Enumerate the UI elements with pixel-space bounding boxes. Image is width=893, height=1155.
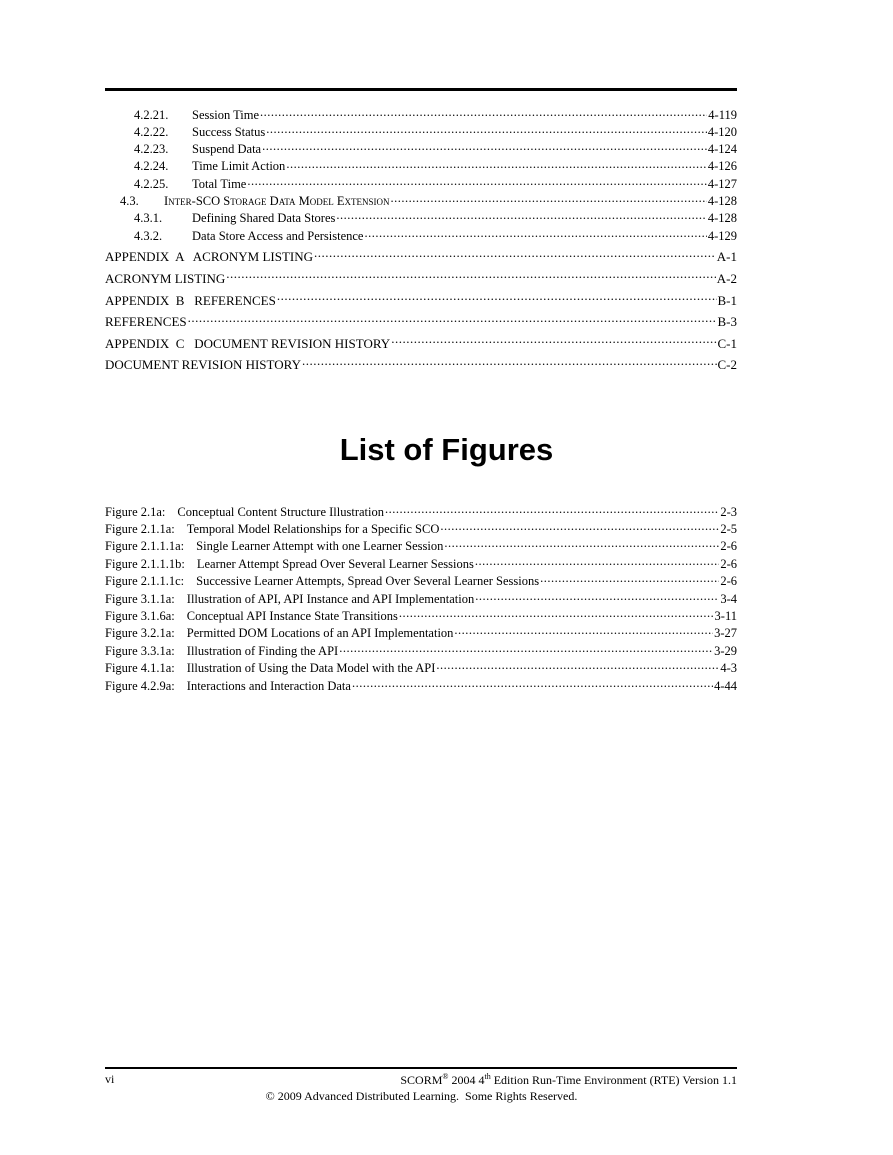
figure-title: Illustration of Finding the API (186, 643, 339, 658)
toc-entry-title: Session Time (192, 107, 260, 122)
toc-entry-number: 4.2.22. (134, 124, 169, 139)
figure-entry[interactable] (105, 625, 737, 642)
toc-appendix-title: REFERENCES (105, 314, 187, 330)
toc-entry[interactable] (105, 192, 737, 209)
dot-leader (277, 292, 717, 305)
figure-page: 2-5 (720, 521, 737, 536)
figure-title: Interactions and Interaction Data (186, 678, 351, 693)
document-title-suffix: Edition Run-Time Environment (RTE) Version 1.1 (490, 1073, 737, 1087)
toc-entry-page: 4-128 (707, 211, 737, 226)
toc-entry-number: 4.3. (120, 193, 139, 208)
toc-entry-page: 4-126 (707, 159, 737, 174)
figure-page: 2-3 (720, 504, 737, 519)
toc-entry-number: 4.2.21. (134, 107, 169, 122)
figure-page: 4-44 (714, 678, 737, 693)
figure-entry[interactable] (105, 520, 737, 537)
dot-leader (364, 227, 706, 240)
toc-appendix-page: A-2 (716, 270, 737, 286)
toc-entry[interactable] (105, 210, 737, 227)
copyright-notice: © 2009 Advanced Distributed Learning. Some Rights Reserved. (265, 1089, 578, 1103)
toc-entry-page: 4-128 (707, 193, 737, 208)
dot-leader (385, 503, 719, 516)
toc-entry-page: 4-120 (707, 124, 737, 139)
toc-appendix-entry[interactable] (105, 268, 737, 290)
toc-entry-title: Time Limit Action (192, 159, 286, 174)
toc-entry[interactable] (105, 141, 737, 158)
toc-entry-title: Success Status (192, 124, 266, 139)
figure-entry[interactable] (105, 660, 737, 677)
edition-suffix: th (484, 1072, 491, 1081)
figure-entry[interactable] (105, 503, 737, 520)
figure-number: Figure 4.2.9a: (105, 678, 175, 693)
figure-number: Figure 3.1.6a: (105, 608, 175, 623)
dot-leader (286, 158, 707, 171)
toc-entry[interactable] (105, 227, 737, 244)
toc-appendix-page: A-1 (716, 249, 737, 265)
dot-leader (440, 520, 719, 533)
figure-number: Figure 2.1.1a: (105, 521, 175, 536)
toc-entry[interactable] (105, 158, 737, 175)
figure-number: Figure 3.3.1a: (105, 643, 175, 658)
figure-entry[interactable] (105, 573, 737, 590)
figure-page: 3-29 (714, 643, 737, 658)
figure-page: 3-27 (714, 626, 737, 641)
dot-leader (540, 573, 719, 586)
toc-entry-number: 4.3.2. (134, 228, 163, 243)
figure-page: 2-6 (720, 539, 737, 554)
figure-entry[interactable] (105, 607, 737, 624)
figure-number: Figure 2.1a: (105, 504, 166, 519)
figure-entry[interactable] (105, 538, 737, 555)
dot-leader (266, 123, 707, 136)
dot-leader (260, 106, 707, 119)
figure-entry[interactable] (105, 590, 737, 607)
document-title-prefix: SCORM (400, 1073, 443, 1087)
registered-mark: ® (442, 1072, 449, 1081)
document-title (400, 1072, 737, 1088)
list-of-figures (105, 503, 737, 694)
toc-entry-title: Defining Shared Data Stores (192, 211, 336, 226)
dot-leader (475, 590, 719, 603)
dot-leader (336, 210, 706, 223)
figure-title: Single Learner Attempt with one Learner Session (196, 539, 444, 554)
footer-rule (105, 1067, 737, 1069)
toc-entry[interactable] (105, 175, 737, 192)
figure-title: Illustration of API, API Instance and API Implementation (186, 591, 475, 606)
figure-entry[interactable] (105, 677, 737, 694)
figure-page: 2-6 (720, 556, 737, 571)
header-rule (105, 88, 737, 91)
figure-title: Temporal Model Relationships for a Specific SCO (186, 521, 440, 536)
figure-title: Conceptual Content Structure Illustration (177, 504, 384, 519)
figure-number: Figure 3.1.1a: (105, 591, 175, 606)
figure-page: 2-6 (720, 574, 737, 589)
toc-appendix-entry[interactable] (105, 333, 737, 355)
dot-leader (339, 642, 713, 655)
toc-entry-page: 4-127 (707, 176, 737, 191)
page-number: vi (105, 1072, 115, 1086)
toc-entry-number: 4.2.23. (134, 142, 169, 157)
dot-leader (399, 607, 714, 620)
figure-title: Illustration of Using the Data Model with the API (186, 661, 436, 676)
dot-leader (247, 175, 706, 188)
dot-leader (444, 538, 719, 551)
toc-entry-page: 4-129 (707, 228, 737, 243)
dot-leader (475, 555, 719, 568)
toc-entry-page: 4-124 (707, 142, 737, 157)
figure-page: 4-3 (720, 661, 737, 676)
dot-leader (391, 335, 716, 348)
toc-entry-title: Data Store Access and Persistence (192, 228, 364, 243)
figure-page: 3-11 (714, 608, 737, 623)
toc-appendix-entry[interactable] (105, 311, 737, 333)
toc-entry-title: Inter-SCO Storage Data Model Extension (164, 193, 390, 208)
document-title-middle: 2004 4 (448, 1073, 485, 1087)
dot-leader (352, 677, 713, 690)
figure-entry[interactable] (105, 642, 737, 659)
toc-continued (105, 106, 737, 376)
toc-entry-number: 4.2.25. (134, 176, 169, 191)
toc-entry-title: Total Time (192, 176, 247, 191)
toc-entry[interactable] (105, 123, 737, 140)
dot-leader (314, 248, 716, 261)
dot-leader (262, 141, 707, 154)
toc-entry[interactable] (105, 106, 737, 123)
figure-title: Successive Learner Attempts, Spread Over Several Learner Sessions (196, 574, 540, 589)
toc-appendix-entry[interactable] (105, 246, 737, 268)
toc-entry-number: 4.2.24. (134, 159, 169, 174)
figure-title: Permitted DOM Locations of an API Implementation (186, 626, 454, 641)
dot-leader (188, 313, 717, 326)
toc-appendix-title: DOCUMENT REVISION HISTORY (105, 357, 301, 373)
toc-entry-number: 4.3.1. (134, 211, 163, 226)
figure-title: Conceptual API Instance State Transitions (186, 608, 398, 623)
toc-appendix-page: B-1 (717, 292, 737, 308)
figure-number: Figure 3.2.1a: (105, 626, 175, 641)
figure-number: Figure 2.1.1.1a: (105, 539, 185, 554)
figure-number: Figure 2.1.1.1c: (105, 574, 185, 589)
toc-appendix-title: ACRONYM LISTING (105, 270, 226, 286)
toc-appendix-entry[interactable] (105, 354, 737, 376)
toc-entry-title: Suspend Data (192, 142, 262, 157)
list-of-figures-heading: List of Figures (339, 432, 554, 467)
dot-leader (454, 625, 713, 638)
figure-page: 3-4 (720, 591, 737, 606)
page-footer (105, 1072, 737, 1104)
toc-appendix-page: C-2 (717, 357, 737, 373)
figure-title: Learner Attempt Spread Over Several Learner Sessions (196, 556, 474, 571)
toc-appendix-page: C-1 (717, 335, 737, 351)
toc-appendix-title: APPENDIX B REFERENCES (105, 292, 276, 308)
dot-leader (302, 356, 717, 369)
dot-leader (436, 660, 719, 673)
toc-appendix-entry[interactable] (105, 290, 737, 312)
dot-leader (390, 192, 706, 205)
dot-leader (226, 270, 716, 283)
toc-entry-page: 4-119 (708, 107, 737, 122)
toc-appendix-title: APPENDIX A ACRONYM LISTING (105, 249, 314, 265)
figure-entry[interactable] (105, 555, 737, 572)
toc-appendix-page: B-3 (717, 314, 737, 330)
figure-number: Figure 2.1.1.1b: (105, 556, 185, 571)
toc-appendix-title: APPENDIX C DOCUMENT REVISION HISTORY (105, 335, 391, 351)
figure-number: Figure 4.1.1a: (105, 661, 175, 676)
